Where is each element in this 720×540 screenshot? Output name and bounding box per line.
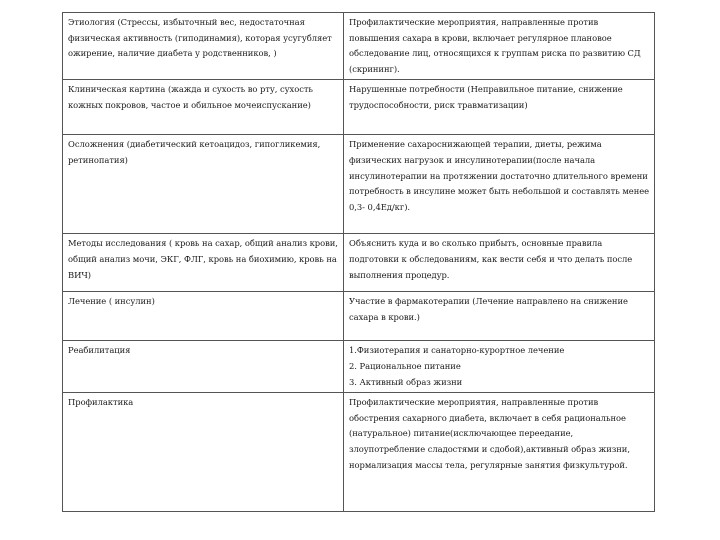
table-cell-right: [344, 13, 655, 80]
table-row: [63, 13, 655, 80]
table-row: [63, 135, 655, 234]
table-cell-left: [63, 292, 344, 341]
table-cell-right: [344, 341, 655, 393]
cell-text: Методы исследования ( кровь на сахар, общий анализ крови, общий анализ мочи, ЭКГ, ФЛГ, кровь на биохимию, кровь на ВИЧ): [68, 238, 338, 280]
table-cell-right: [344, 393, 655, 512]
table-row: [63, 234, 655, 292]
table-row: [63, 80, 655, 135]
cell-line: 3. Активный образ жизни: [349, 376, 463, 387]
table-row: [63, 393, 655, 512]
table-cell-left: [63, 135, 344, 234]
table-cell-left: [63, 234, 344, 292]
cell-text: Осложнения (диабетический кетоацидоз, гипогликемия, ретинопатия): [68, 139, 321, 165]
cell-text: Профилактика: [68, 397, 134, 408]
cell-line: 1.Физиотерапия и санаторно-курортное лечение: [349, 345, 565, 356]
table-cell-left: [63, 393, 344, 512]
nursing-process-table: [62, 12, 655, 512]
table-row: [63, 341, 655, 393]
table-row: [63, 292, 655, 341]
table-cell-left: [63, 13, 344, 80]
table-cell-right: [344, 292, 655, 341]
cell-text: Объяснить куда и во сколько прибыть, основные правила подготовки к обследованиям, как вести себя и что делать после выполнения процедур.: [349, 238, 633, 280]
cell-text: Этиология (Стрессы, избыточный вес, недостаточная физическая активность (гиподинамия), которая усугубляет ожирение, наличие диабета у родственников, ): [68, 17, 332, 59]
cell-text: Участие в фармакотерапии (Лечение направлено на снижение сахара в крови.): [349, 296, 628, 322]
cell-text: Нарушенные потребности (Неправильное питание, снижение трудоспособности, риск травматизации): [349, 84, 623, 110]
cell-text: Лечение ( инсулин): [68, 296, 155, 307]
cell-line: 2. Рациональное питание: [349, 360, 461, 371]
cell-text: Применение сахароснижающей терапии, диеты, режима физических нагрузок и инсулинотерапии(после начала инсулинотерапии на протяжении достаточно длительного времени потребность в инсулине может быть небольшой и составлять менее 0,3- 0,4Ед/кг).: [349, 139, 650, 212]
cell-text: Клиническая картина (жажда и сухость во рту, сухость кожных покровов, частое и обильное мочеиспускание): [68, 84, 313, 110]
cell-text: Профилактические мероприятия, направленные против обострения сахарного диабета, включает в себя рациональное (натуральное) питание(исключающее переедание, злоупотребление сладостями и сдобой),активный образ жизни, нормализация массы тела, регулярные занятия физкультурой.: [349, 397, 630, 470]
table-cell-left: [63, 341, 344, 393]
table-cell-right: [344, 135, 655, 234]
cell-text: Реабилитация: [68, 345, 131, 356]
table-cell-left: [63, 80, 344, 135]
table-cell-right: [344, 80, 655, 135]
cell-text: Профилактические мероприятия, направленные против повышения сахара в крови, включает регулярное плановое обследование лиц, относящихся к группам риска по развитию СД (скрининг).: [349, 17, 641, 74]
table-cell-right: [344, 234, 655, 292]
